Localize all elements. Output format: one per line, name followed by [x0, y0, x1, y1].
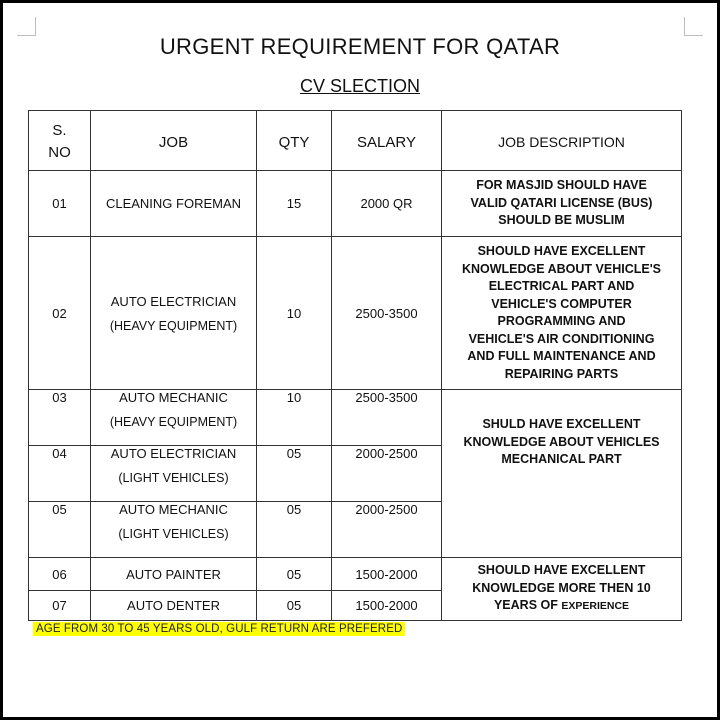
- table-row: [29, 390, 682, 446]
- row-sno: 01: [29, 171, 91, 237]
- row-qty: 10: [257, 390, 332, 446]
- row-salary: 1500-2000: [332, 591, 442, 621]
- job-requirements-table: [28, 110, 682, 621]
- row-description: SHOULD HAVE EXCELLENT KNOWLEDGE ABOUT VEHICLE'S ELECTRICAL PART AND VEHICLE'S COMPUTER PROGRAMMING AND VEHICLE'S AIR CONDITIONING AND FULL MAINTENANCE AND REPAIRING PARTS: [442, 237, 682, 390]
- page-title: URGENT REQUIREMENT FOR QATAR: [159, 34, 561, 59]
- row-qty: 15: [257, 171, 332, 237]
- row-salary: 2000-2500: [332, 446, 442, 502]
- row-salary: 1500-2000: [332, 558, 442, 591]
- row-job: AUTO MECHANIC (HEAVY EQUIPMENT): [91, 390, 257, 446]
- table-header-row: [29, 111, 682, 171]
- row-sno: 06: [29, 558, 91, 591]
- row-description: FOR MASJID SHOULD HAVE VALID QATARI LICENSE (BUS) SHOULD BE MUSLIM: [442, 171, 682, 237]
- row-description: SHOULD HAVE EXCELLENT KNOWLEDGE MORE THEN 10 YEARS OF EXPERIENCE: [442, 558, 682, 621]
- row-qty: 05: [257, 591, 332, 621]
- table-row: [29, 558, 682, 591]
- row-qty: 10: [257, 237, 332, 390]
- row-qty: 05: [257, 558, 332, 591]
- header-sno: S. NO: [29, 111, 91, 171]
- row-job: CLEANING FOREMAN: [91, 171, 257, 237]
- row-job: AUTO MECHANIC (LIGHT VEHICLES): [91, 502, 257, 558]
- table-row: [29, 171, 682, 237]
- row-sno: 03: [29, 390, 91, 446]
- header-salary: SALARY: [332, 111, 442, 171]
- row-sno: 07: [29, 591, 91, 621]
- row-salary: 2000 QR: [332, 171, 442, 237]
- row-job: AUTO DENTER: [91, 591, 257, 621]
- header-description: JOB DESCRIPTION: [442, 111, 682, 171]
- row-job: AUTO PAINTER: [91, 558, 257, 591]
- row-qty: 05: [257, 446, 332, 502]
- age-requirement-note: AGE FROM 30 TO 45 YEARS OLD, GULF RETURN ARE PREFERED: [33, 622, 405, 636]
- row-salary: 2500-3500: [332, 237, 442, 390]
- row-job: AUTO ELECTRICIAN (LIGHT VEHICLES): [91, 446, 257, 502]
- header-qty: QTY: [257, 111, 332, 171]
- row-description: SHULD HAVE EXCELLENT KNOWLEDGE ABOUT VEHICLES MECHANICAL PART: [442, 390, 682, 558]
- row-qty: 05: [257, 502, 332, 558]
- row-sno: 04: [29, 446, 91, 502]
- row-salary: 2000-2500: [332, 502, 442, 558]
- table-row: [29, 237, 682, 390]
- row-job: AUTO ELECTRICIAN (HEAVY EQUIPMENT): [91, 237, 257, 390]
- page-subtitle: CV SLECTION: [299, 76, 421, 96]
- row-sno: 02: [29, 237, 91, 390]
- header-job: JOB: [91, 111, 257, 171]
- row-sno: 05: [29, 502, 91, 558]
- row-salary: 2500-3500: [332, 390, 442, 446]
